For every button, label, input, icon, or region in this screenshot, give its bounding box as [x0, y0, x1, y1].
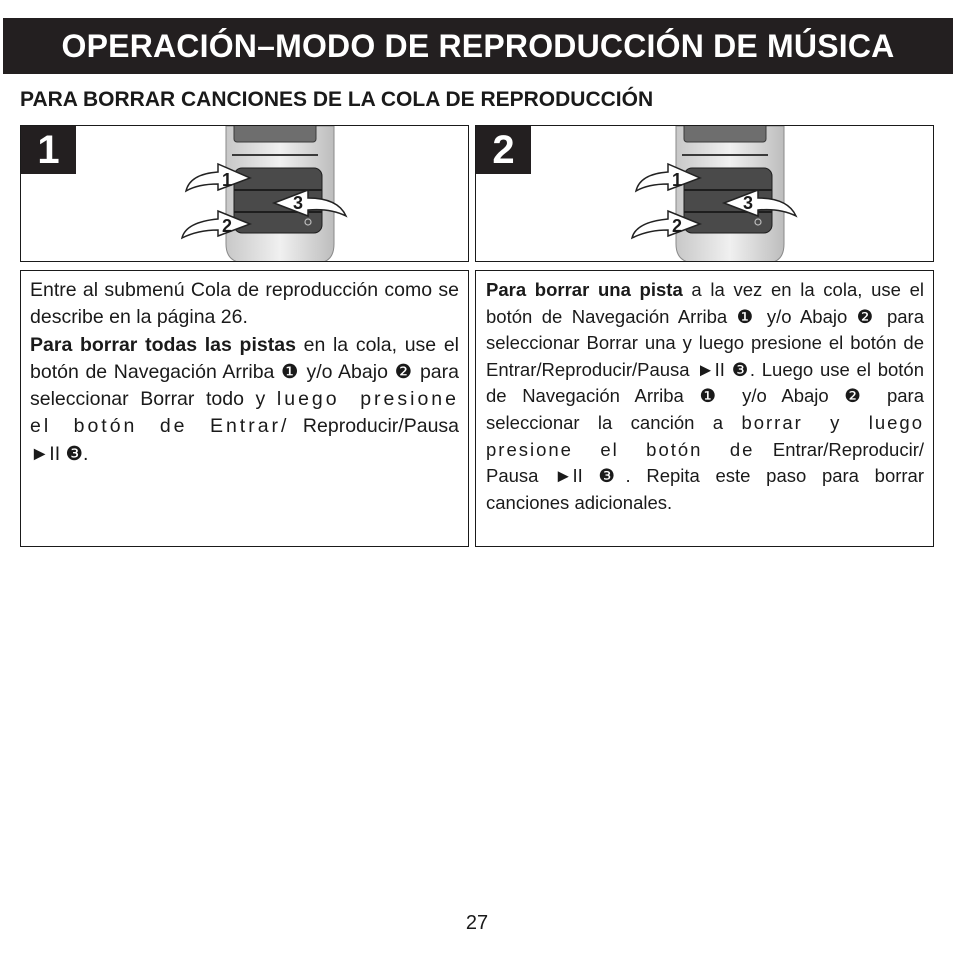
- callout-2: 2: [222, 216, 233, 236]
- step-1-intro: Entre al submenú Cola de reproducción como se describe en la página 26.: [30, 279, 459, 329]
- step-2-text-a: a la vez en la cola, use el botón de Navegación Arriba ❶ y/o Abajo ❷ para seleccionar Borrar una y luego presione el botón de Entrar/Reproducir/Pausa ►II ❸. Luego use el botón de Navegación Arriba ❶ y/o Abajo ❷ para seleccionar la canción a: [486, 279, 924, 433]
- step-1-illustration: [20, 125, 469, 262]
- callout-1: 1: [222, 170, 233, 190]
- step-1-bold-lead: Para borrar todas las pistas: [30, 333, 296, 356]
- step-1-text-b: luego presione el botón de Entrar/: [30, 388, 459, 438]
- step-2-illustration: [475, 125, 934, 262]
- step-2-badge: 2: [476, 126, 531, 174]
- device-illustration: [628, 126, 828, 262]
- step-2-bold-lead: Para borrar una pista: [486, 279, 683, 300]
- callout-1: 1: [672, 170, 683, 190]
- step-2-instructions: [475, 270, 934, 547]
- page-title: OPERACIÓN–MODO DE REPRODUCCIÓN DE MÚSICA: [61, 27, 895, 64]
- callout-3: 3: [743, 193, 754, 213]
- step-2-body: [486, 277, 924, 516]
- device-illustration: [178, 126, 378, 262]
- step-1-text-c: Reproducir/Pausa ►II ❸.: [30, 415, 460, 465]
- callout-2: 2: [672, 216, 683, 236]
- section-subtitle: PARA BORRAR CANCIONES DE LA COLA DE REPRODUCCIÓN: [20, 88, 654, 111]
- step-1-instructions: [20, 270, 469, 547]
- callout-3: 3: [293, 193, 304, 213]
- step-2-text-c: Entrar/Reproducir/ Pausa ►II ❸. Repita este paso para borrar canciones adicionales.: [486, 438, 925, 513]
- step-1-body: [30, 332, 459, 468]
- step-1-text-a: en la cola, use el botón de Navegación Arriba ❶ y/o Abajo ❷ para seleccionar Borrar todo y: [30, 333, 459, 411]
- step-1-badge: 1: [21, 126, 76, 174]
- page-number: 27: [465, 912, 489, 934]
- step-2-text-b: borrar y luego presione el botón de: [486, 411, 924, 460]
- page-header: [3, 18, 953, 74]
